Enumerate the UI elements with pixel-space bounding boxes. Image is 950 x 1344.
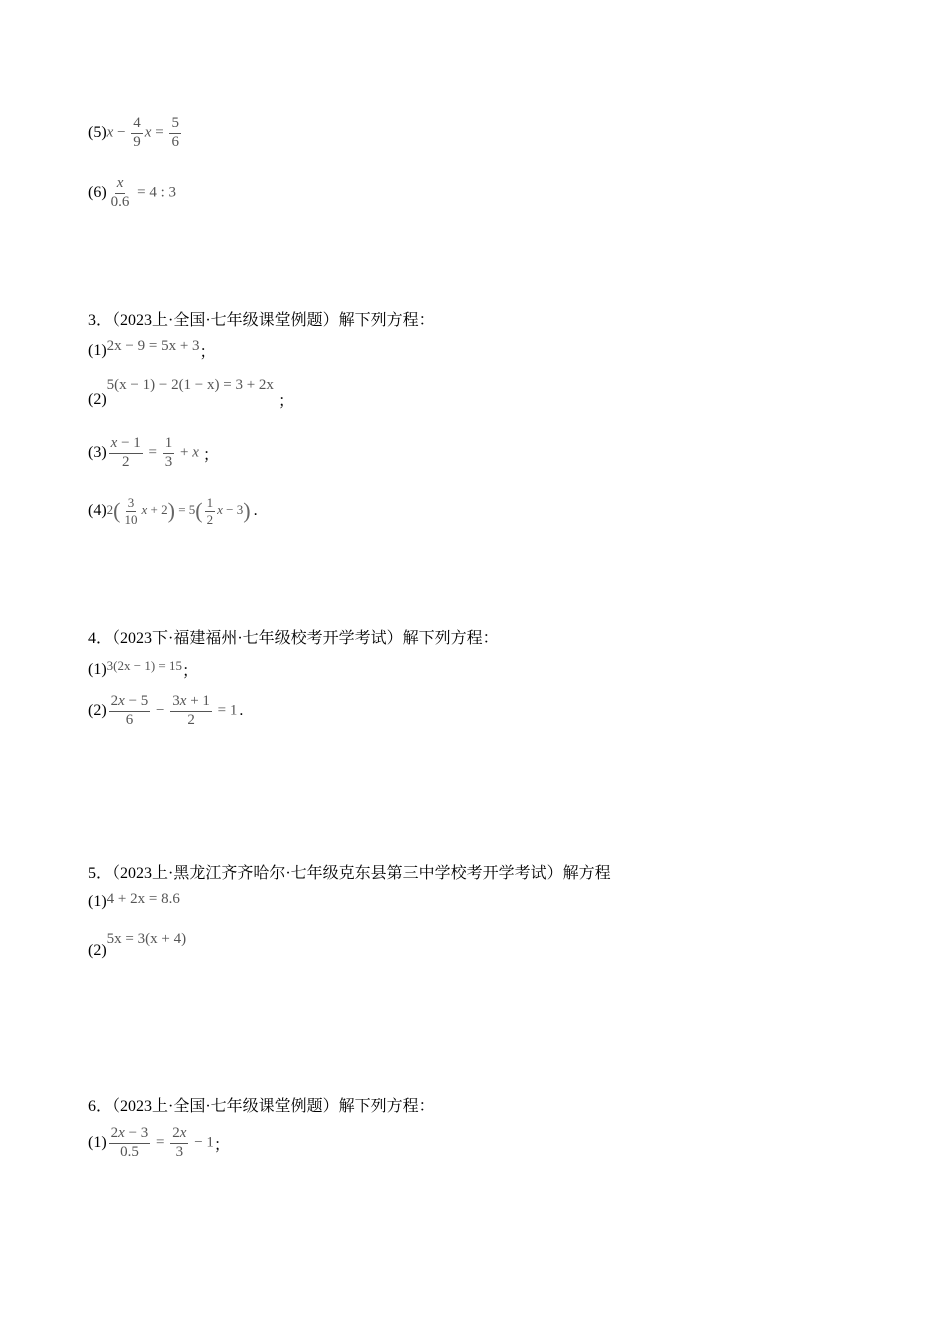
punctuation: . bbox=[253, 502, 258, 520]
equation: 2( $\frac{3}{10}$ x + 2) = 5( $\frac{1}{2}$ x − 3) bbox=[106, 495, 251, 527]
equation: $\frac{2x - 3}{0.5}$ = $\frac{2x}{3}$ − 1 bbox=[110, 1125, 214, 1160]
equation-6: $\frac{x}{0.6}$ = 4 : 3 bbox=[110, 175, 177, 210]
punctuation: . bbox=[239, 702, 244, 720]
question-source: （2023下·福建福州·七年级校考开学考试）解下列方程： bbox=[112, 630, 499, 647]
equation: 5x = 3(x + 4) bbox=[106, 930, 187, 947]
question-number: 5． bbox=[88, 865, 113, 882]
q5-item-1 bbox=[88, 890, 180, 911]
punctuation: ； bbox=[213, 1136, 230, 1154]
item-label: (6) bbox=[88, 184, 107, 202]
item-label: (1) bbox=[88, 1134, 107, 1152]
item-label: (5) bbox=[88, 124, 107, 142]
q3-item-2 bbox=[88, 377, 294, 410]
q3-item-3 bbox=[88, 436, 219, 471]
item-label: (3) bbox=[88, 444, 107, 462]
question-number: 6． bbox=[88, 1098, 113, 1115]
question-5-heading bbox=[88, 860, 611, 883]
equation: 2x − 9 = 5x + 3 bbox=[106, 338, 200, 354]
item-label: (2) bbox=[88, 390, 107, 408]
item-label: (1) bbox=[88, 660, 107, 678]
question-source: （2023上·全国·七年级课堂例题）解下列方程： bbox=[112, 1098, 435, 1115]
item-label: (1) bbox=[88, 893, 107, 910]
equation: $\frac{x - 1}{2}$ = $\frac{1}{3}$ + x bbox=[110, 435, 199, 470]
question-number: 3． bbox=[88, 312, 113, 329]
item-label: (2) bbox=[88, 942, 107, 959]
question-number: 4． bbox=[88, 630, 113, 647]
punctuation: ； bbox=[199, 344, 216, 361]
item-label: (1) bbox=[88, 341, 107, 359]
question-3-heading bbox=[88, 307, 435, 330]
item-label: (4) bbox=[88, 502, 107, 520]
punctuation: ； bbox=[202, 446, 219, 464]
q6-item-1 bbox=[88, 1126, 230, 1161]
question-4-heading bbox=[88, 625, 499, 648]
question-source: （2023上·全国·七年级课堂例题）解下列方程： bbox=[112, 312, 435, 329]
equation-5: x − $\frac{4}{9}$ x = $\frac{5}{6}$ bbox=[106, 115, 179, 150]
punctuation: ； bbox=[277, 393, 294, 410]
q5-item-2 bbox=[88, 930, 187, 959]
equation: 4 + 2x = 8.6 bbox=[106, 890, 180, 907]
equation: 3(2x − 1) = 15 bbox=[106, 657, 182, 673]
question-source: （2023上·黑龙江齐齐哈尔·七年级克东县第三中学校考开学考试）解方程 bbox=[112, 865, 611, 882]
q3-item-4 bbox=[88, 496, 258, 526]
equation: 5(x − 1) − 2(1 − x) = 3 + 2x bbox=[106, 377, 274, 393]
problem-6 bbox=[88, 176, 176, 211]
q4-item-1 bbox=[88, 658, 198, 681]
equation: $\frac{2x - 5}{6}$ − $\frac{3x + 1}{2}$ = 1 bbox=[110, 693, 238, 728]
q4-item-2 bbox=[88, 694, 243, 729]
problem-5 bbox=[88, 116, 183, 151]
question-6-heading bbox=[88, 1093, 435, 1116]
punctuation: ； bbox=[181, 663, 198, 680]
item-label: (2) bbox=[88, 702, 107, 720]
q3-item-1 bbox=[88, 339, 216, 362]
